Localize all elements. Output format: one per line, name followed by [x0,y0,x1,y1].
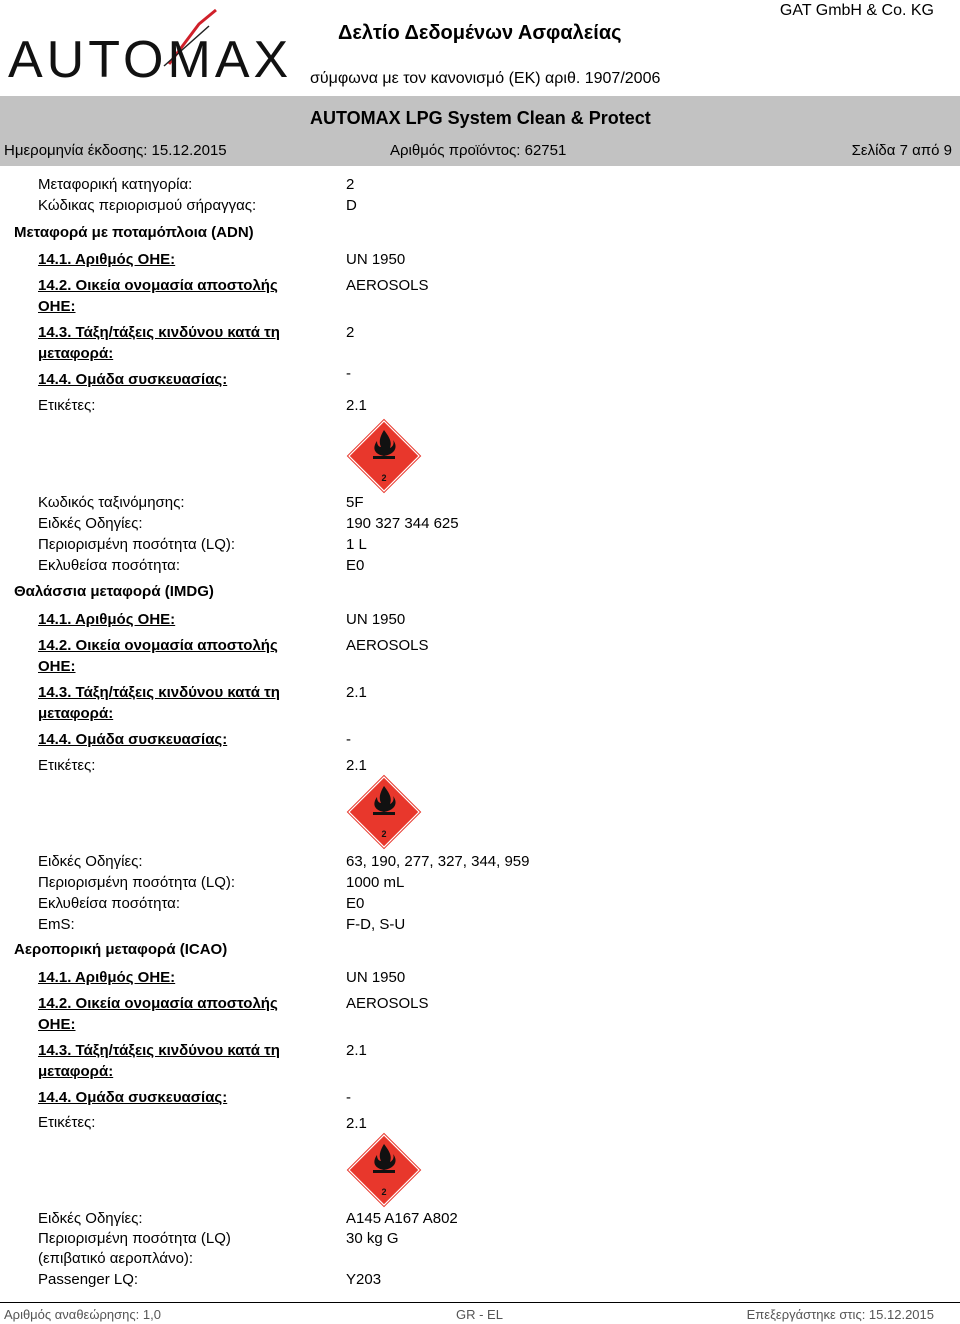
tunnel-code-label: Κώδικας περιορισμού σήραγγας: [38,197,257,214]
imdg-name-value: AEROSOLS [346,637,429,654]
icao-name-value: AEROSOLS [346,995,429,1012]
diamond-class-number: 2 [381,473,387,483]
imdg-detail-label: EmS: [38,916,75,933]
adn-detail-label: Περιορισμένη ποσότητα (LQ): [38,536,236,553]
logo-text: AUTOMAX [8,31,293,89]
adn-pg-label: 14.4. Ομάδα συσκευασίας: [38,371,228,388]
icao-name-label-2: ΟΗΕ: [38,1016,76,1033]
imdg-name-label: 14.2. Οικεία ονομασία αποστολής [38,637,278,654]
imdg-un-value: UN 1950 [346,611,406,628]
adn-detail-label: Κωδικός ταξινόμησης: [38,494,185,511]
icao-labels-label: Ετικέτες: [38,1114,96,1131]
icao-detail-value: Y203 [346,1271,382,1288]
issue-date: Ημερομηνία έκδοσης: 15.12.2015 [4,142,227,159]
icao-un-label: 14.1. Αριθμός ΟΗΕ: [38,969,176,986]
imdg-class-label: 14.3. Τάξη/τάξεις κινδύνου κατά τη [38,684,280,701]
icao-class-label-2: μεταφορά: [38,1063,114,1080]
processed-date: Επεξεργάστηκε στις: 15.12.2015 [746,1307,934,1322]
icao-labels-value: 2.1 [346,1115,367,1132]
icao-detail-label: Περιορισμένη ποσότητα (LQ) [38,1230,231,1247]
automax-logo [4,6,293,96]
imdg-detail-label: Εκλυθείσα ποσότητα: [38,895,180,912]
imdg-class-label-2: μεταφορά: [38,705,114,722]
diamond-class-number: 2 [381,829,387,839]
imdg-pg-value: - [346,731,351,748]
revision-number: Αριθμός αναθεώρησης: 1,0 [4,1307,161,1322]
adn-detail-label: Ειδκές Οδηγίες: [38,515,143,532]
diamond-class-number: 2 [381,1187,387,1197]
flammable-gas-icon [344,772,424,852]
language-code: GR - EL [456,1307,503,1322]
icao-detail-label: Passenger LQ: [38,1271,139,1288]
adn-pg-value: - [346,365,351,382]
document-title: Δελτίο Δεδομένων Ασφαλείας [338,22,622,44]
imdg-detail-value: 63, 190, 277, 327, 344, 959 [346,853,530,870]
icao-class-value: 2.1 [346,1042,367,1059]
icao-class-label: 14.3. Τάξη/τάξεις κινδύνου κατά τη [38,1042,280,1059]
imdg-pg-label: 14.4. Ομάδα συσκευασίας: [38,731,228,748]
adn-name-value: AEROSOLS [346,277,429,294]
adn-detail-value: 190 327 344 625 [346,515,459,532]
adn-heading: Μεταφορά με ποταμόπλοια (ADN) [14,224,254,241]
flammable-gas-icon [344,1130,424,1210]
imdg-labels-label: Ετικέτες: [38,757,96,774]
product-name: AUTOMAX LPG System Clean & Protect [310,108,651,128]
tunnel-code-value: D [346,197,357,214]
imdg-heading: Θαλάσσια μεταφορά (IMDG) [14,583,214,600]
adn-detail-value: 5F [346,494,364,511]
imdg-name-label-2: ΟΗΕ: [38,658,76,675]
icao-un-value: UN 1950 [346,969,406,986]
adn-labels-label: Ετικέτες: [38,397,96,414]
icao-detail-value: A145 A167 A802 [346,1210,458,1227]
imdg-detail-value: 1000 mL [346,874,405,891]
icao-detail-label: Ειδκές Οδηγίες: [38,1210,143,1227]
transport-category-value: 2 [346,176,355,193]
imdg-detail-value: E0 [346,895,365,912]
icao-pg-value: - [346,1089,351,1106]
adn-name-label-2: ΟΗΕ: [38,298,76,315]
imdg-un-label: 14.1. Αριθμός ΟΗΕ: [38,611,176,628]
company-name: GAT GmbH & Co. KG [779,2,934,19]
icao-detail-label: (επιβατικό αεροπλάνο): [38,1250,194,1267]
adn-un-label: 14.1. Αριθμός ΟΗΕ: [38,251,176,268]
icao-pg-label: 14.4. Ομάδα συσκευασίας: [38,1089,228,1106]
icao-detail-value: 30 kg G [346,1230,399,1247]
product-number: Αριθμός προϊόντος: 62751 [390,142,567,159]
transport-category-label: Μεταφορική κατηγορία: [38,176,193,193]
icao-heading: Αεροπορική μεταφορά (ICAO) [14,941,228,958]
imdg-detail-label: Ειδκές Οδηγίες: [38,853,143,870]
adn-detail-label: Εκλυθείσα ποσότητα: [38,557,180,574]
adn-labels-value: 2.1 [346,397,367,414]
regulation-text: σύμφωνα με τον κανονισμό (ΕΚ) αριθ. 1907/2006 [310,70,661,87]
imdg-class-value: 2.1 [346,684,367,701]
imdg-detail-label: Περιορισμένη ποσότητα (LQ): [38,874,236,891]
adn-un-value: UN 1950 [346,251,406,268]
icao-name-label: 14.2. Οικεία ονομασία αποστολής [38,995,278,1012]
adn-detail-value: 1 L [346,536,367,553]
adn-class-value: 2 [346,324,355,341]
page-number: Σελίδα 7 από 9 [851,142,952,159]
imdg-detail-value: F-D, S-U [346,916,406,933]
adn-class-label: 14.3. Τάξη/τάξεις κινδύνου κατά τη [38,324,280,341]
adn-name-label: 14.2. Οικεία ονομασία αποστολής [38,277,278,294]
flammable-gas-icon [344,416,424,496]
imdg-labels-value: 2.1 [346,757,367,774]
adn-detail-value: E0 [346,557,365,574]
footer-divider [0,1302,960,1303]
adn-class-label-2: μεταφορά: [38,345,114,362]
